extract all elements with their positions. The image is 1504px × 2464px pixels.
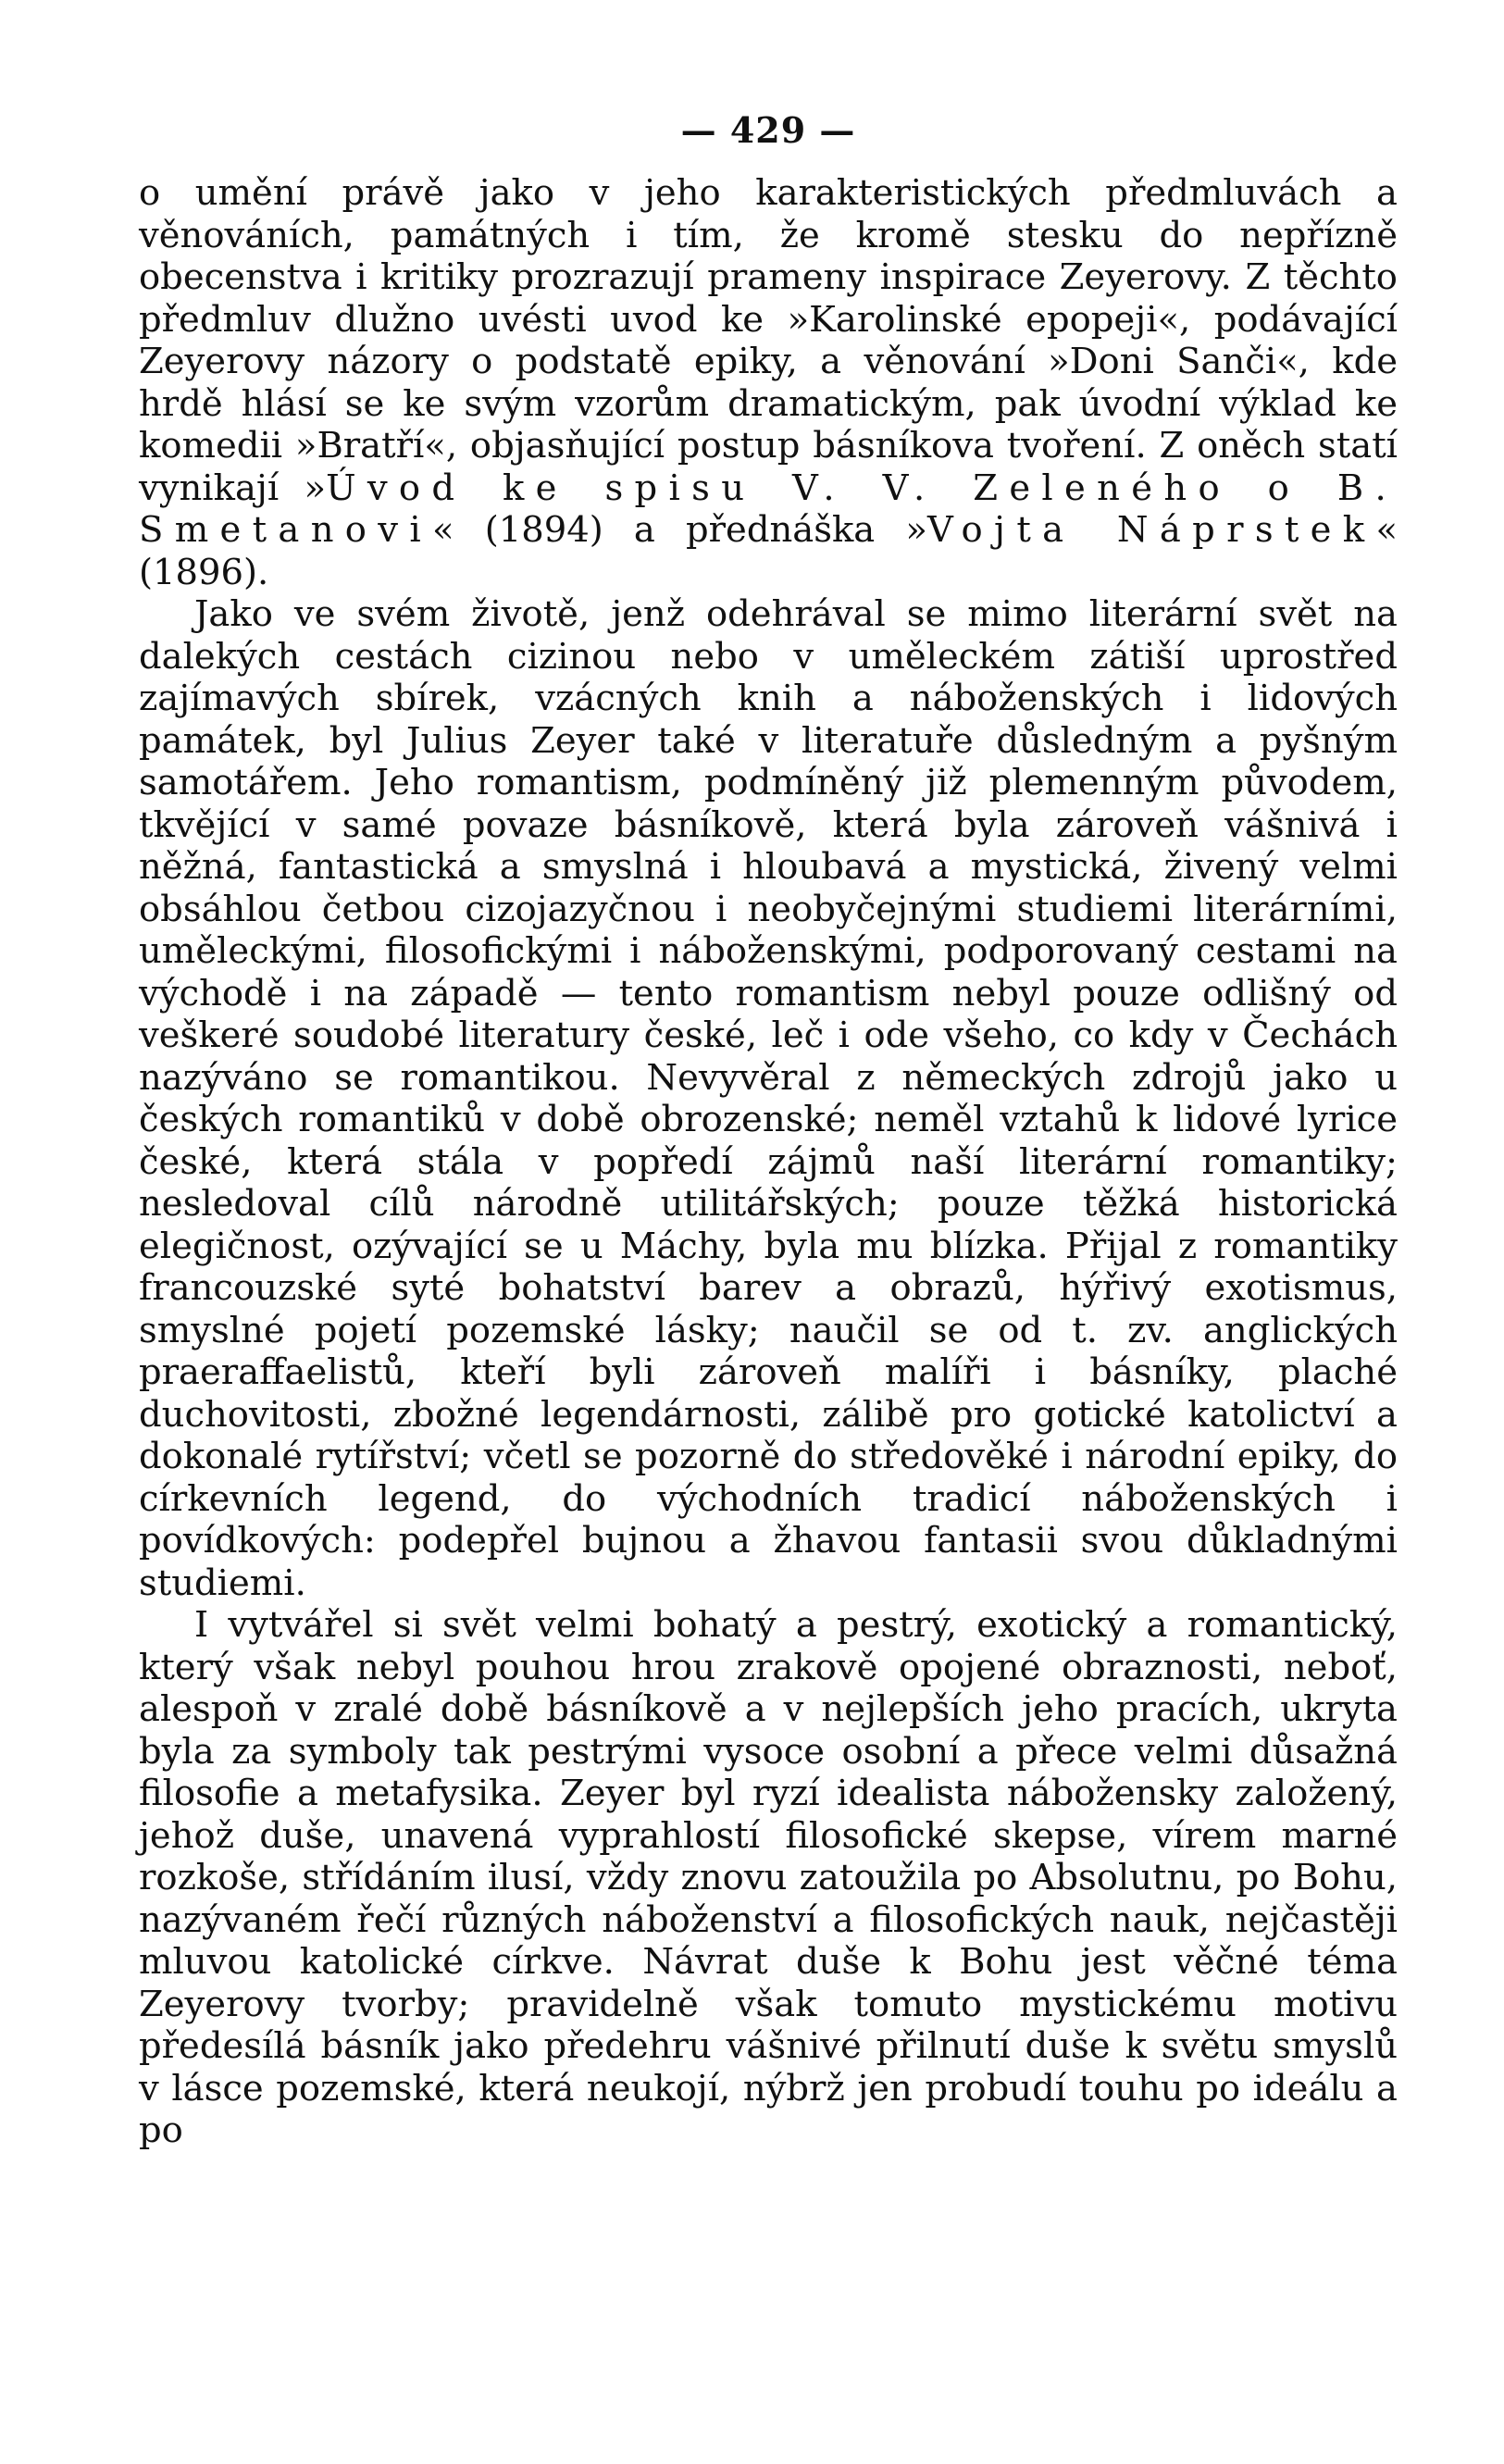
text-body [139,172,1398,2152]
paragraph [139,1604,1398,2152]
paragraph-text: I vytvářel si svět velmi bohatý a pestrý, exotický a romantický, který však nebyl pouhou hrou zrakově opojené obraznosti, neboť, alespoň v zralé době básníkově a v nejlepších jeho pracích, ukryta byla za symboly tak pestrými vysoce osobní a přece velmi důsažná filosofie a metafysika. Zeyer byl ryzí idealista nábožensky založený, jehož duše, unavená vyprahlostí filosofické skepse, vírem marné rozkoše, střídáním ilusí, vždy znovu zatoužila po Absolutnu, po Bohu, nazývaném řečí různých náboženství a filosofických nauk, nejčastěji mluvou katolické církve. Návrat duše k Bohu jest věčné téma Zeyerovy tvorby; pravidelně však tomuto mystickému motivu předesílá básník jako předehru vášnivé přilnutí duše k světu smyslů v lásce pozemské, která neukojí, nýbrž jen probudí touhu po ideálu a po [139,1604,1398,2151]
paragraph-text: « (1894) a přednáška » [432,509,927,551]
paragraph [139,593,1398,1604]
book-page [139,102,1398,2152]
paragraph-text: Jako ve svém životě, jenž odehrával se mimo literární svět na dalekých cestách cizinou nebo v uměleckém zátiší uprostřed zajímavých sbírek, vzácných knih a náboženských i lidových památek, byl Julius Zeyer také v literatuře důsledným a pyšným samotářem. Jeho romantism, podmíněný již plemenným původem, tkvějící v samé povaze básníkově, která byla zároveň vášnivá i něžná, fantastická a smyslná i hloubavá a mystická, živený velmi obsáhlou četbou cizojazyčnou i neobyčejnými studiemi literárními, uměleckými, filosofickými i náboženskými, podporovaný cestami na východě i na západě — tento romantism nebyl pouze odlišný od veškeré soudobé literatury české, leč i ode všeho, co kdy v Čechách nazýváno se romantikou. Nevyvěral z německých zdrojů jako u českých romantiků v době obrozenské; neměl vztahů k lidové lyrice české, která stála v popředí zájmů naší literární romantiky; nesledoval cílů národně utilitářských; pouze těžká historická elegičnost, ozývající se u Máchy, byla mu blízka. Přijal z romantiky francouzské syté bohatství barev a obrazů, hýřivý exotismus, smyslné pojetí pozemské lásky; naučil se od t. zv. anglických praeraffaelistů, kteří byli zároveň malíři i básníky, plaché duchovitosti, zbožné legendárnosti, zálibě pro gotické katolictví a dokonalé rytířství; včetl se pozorně do středověké i národní epiky, do církevních legend, do východních tradicí náboženských i povídkových: podepřel bujnou a žhavou fantasii svou důkladnými studiemi. [139,593,1398,1604]
paragraph [139,172,1398,593]
spaced-title-text: Vojta Náprstek [926,509,1376,551]
spaced-title-text: Úvod ke spisu V. V. Zeleného o B. Smetanovi [139,467,1398,551]
page-number: — 429 — [680,109,856,151]
paragraph-text: « (1896). [139,509,1398,593]
paragraph-text: o umění právě jako v jeho karakteristických předmluvách a věnováních, památných i tím, že kromě stesku do nepřízně obecenstva i kritiky prozrazují prameny inspirace Zeyerovy. Z těchto předmluv dlužno uvésti uvod ke »Karolinské epopeji«, podávající Zeyerovy názory o podstatě epiky, a věnování »Doni Sanči«, kde hrdě hlásí se ke svým vzorům dramatickým, pak úvodní výklad ke komedii »Bratří«, objasňující postup básníkova tvoření. Z oněch statí vynikají » [139,172,1398,509]
